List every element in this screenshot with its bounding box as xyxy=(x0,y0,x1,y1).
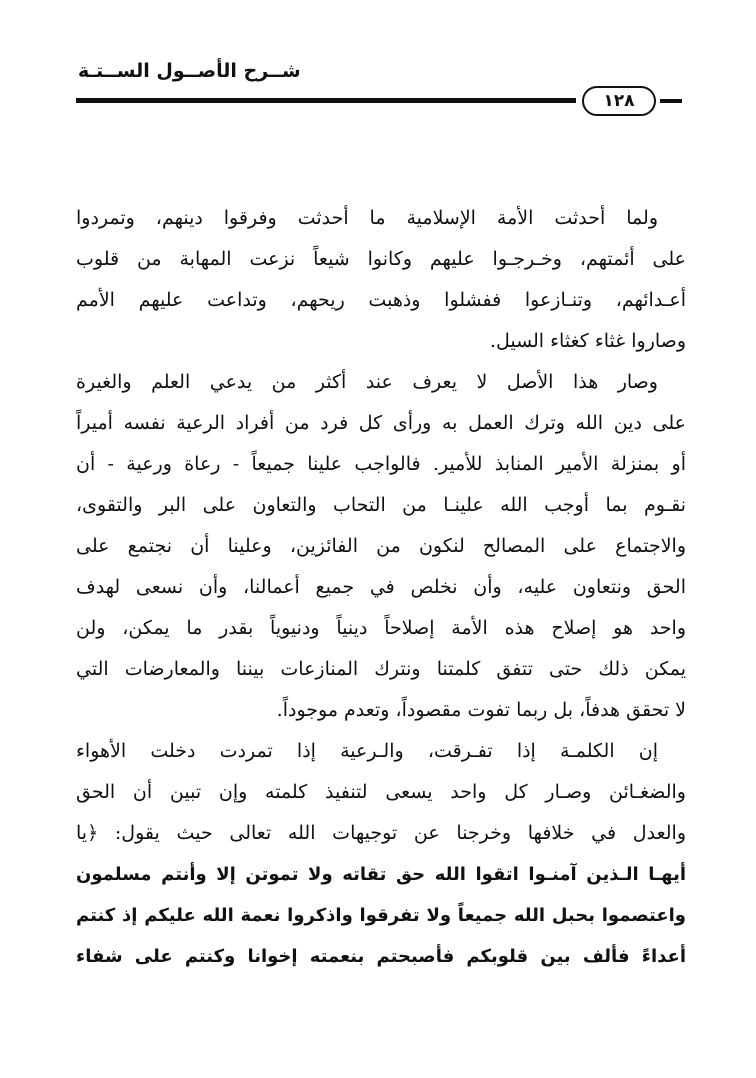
text-line: ولما أحدثت الأمة الإسلامية ما أحدثت وفرقوا دينهم، وتمردوا xyxy=(76,207,658,229)
text-line: أو بمنزلة الأمير المنابذ للأمير. فالواجب علينا جميعاً - رعاة ورعية - أن xyxy=(76,453,686,475)
text-line: الحق ونتعاون عليه، وأن نخلص في جميع أعمالنا، وأن نسعى لهدف xyxy=(76,576,686,598)
text-line: إن الكلمـة إذا تفـرقت، والـرعية إذا تمردت دخلت الأهواء xyxy=(76,740,658,762)
running-title: شــرح الأصــول الســتـة xyxy=(78,60,301,82)
text-line: على دين الله وترك العمل به ورأى كل فرد من أفراد الرعية نفسه أميراً xyxy=(76,412,686,434)
text-line: يمكن ذلك حتى تتفق كلمتنا ونترك المنازعات بيننا والمعارضات التي xyxy=(76,658,686,680)
header-rule xyxy=(76,98,576,103)
header-rule-end xyxy=(660,99,682,103)
text-line: والضغـائن وصـار كل واحد يسعى لتنفيذ كلمته وإن تبين أن الحق xyxy=(76,781,686,803)
quran-verse-line: أعداءً فألف بين قلوبكم فأصبحتم بنعمته إخوانا وكنتم على شفاء xyxy=(76,946,686,967)
text-line: على أئمتهم، وخـرجـوا عليهم وكانوا شيعاً نزعت المهابة من قلوب xyxy=(76,248,686,270)
text-line: والعدل في خلافها وخرجنا عن توجيهات الله تعالى حيث يقول: ﴿يا xyxy=(76,822,686,844)
text-line: والاجتماع على المصالح لنكون من الفائزين، وعلينا أن نجتمع على xyxy=(76,535,686,557)
text-line: أعـدائهم، وتنـازعوا ففشلوا وذهبت ريحهم، وتداعت عليهم الأمم xyxy=(76,289,686,311)
text-line: وصاروا غثاء كغثاء السيل. xyxy=(489,330,686,352)
text-line: نقـوم بما أوجب الله علينـا من التحاب والتعاون على البر والتقوى، xyxy=(76,494,686,516)
quran-verse-line: واعتصموا بحبل الله جميعاً ولا تفرقوا واذكروا نعمة الله عليكم إذ كنتم xyxy=(76,905,686,926)
text-line: واحد هو إصلاح هذه الأمة إصلاحاً دينياً ودنيوياً بقدر ما يمكن، ولن xyxy=(76,617,686,639)
quran-verse-line: أيهـا الـذين آمنـوا اتقوا الله حق تقاته ولا تموتن إلا وأنتم مسلمون xyxy=(76,864,686,885)
body-text xyxy=(76,198,686,977)
text-line: وصار هذا الأصل لا يعرف عند أكثر من يدعي العلم والغيرة xyxy=(76,371,658,393)
page-number: ١٢٨ xyxy=(582,86,656,116)
text-line: لا تحقق هدفاً، بل ربما تفوت مقصوداً، وتعدم موجوداً. xyxy=(276,699,686,721)
